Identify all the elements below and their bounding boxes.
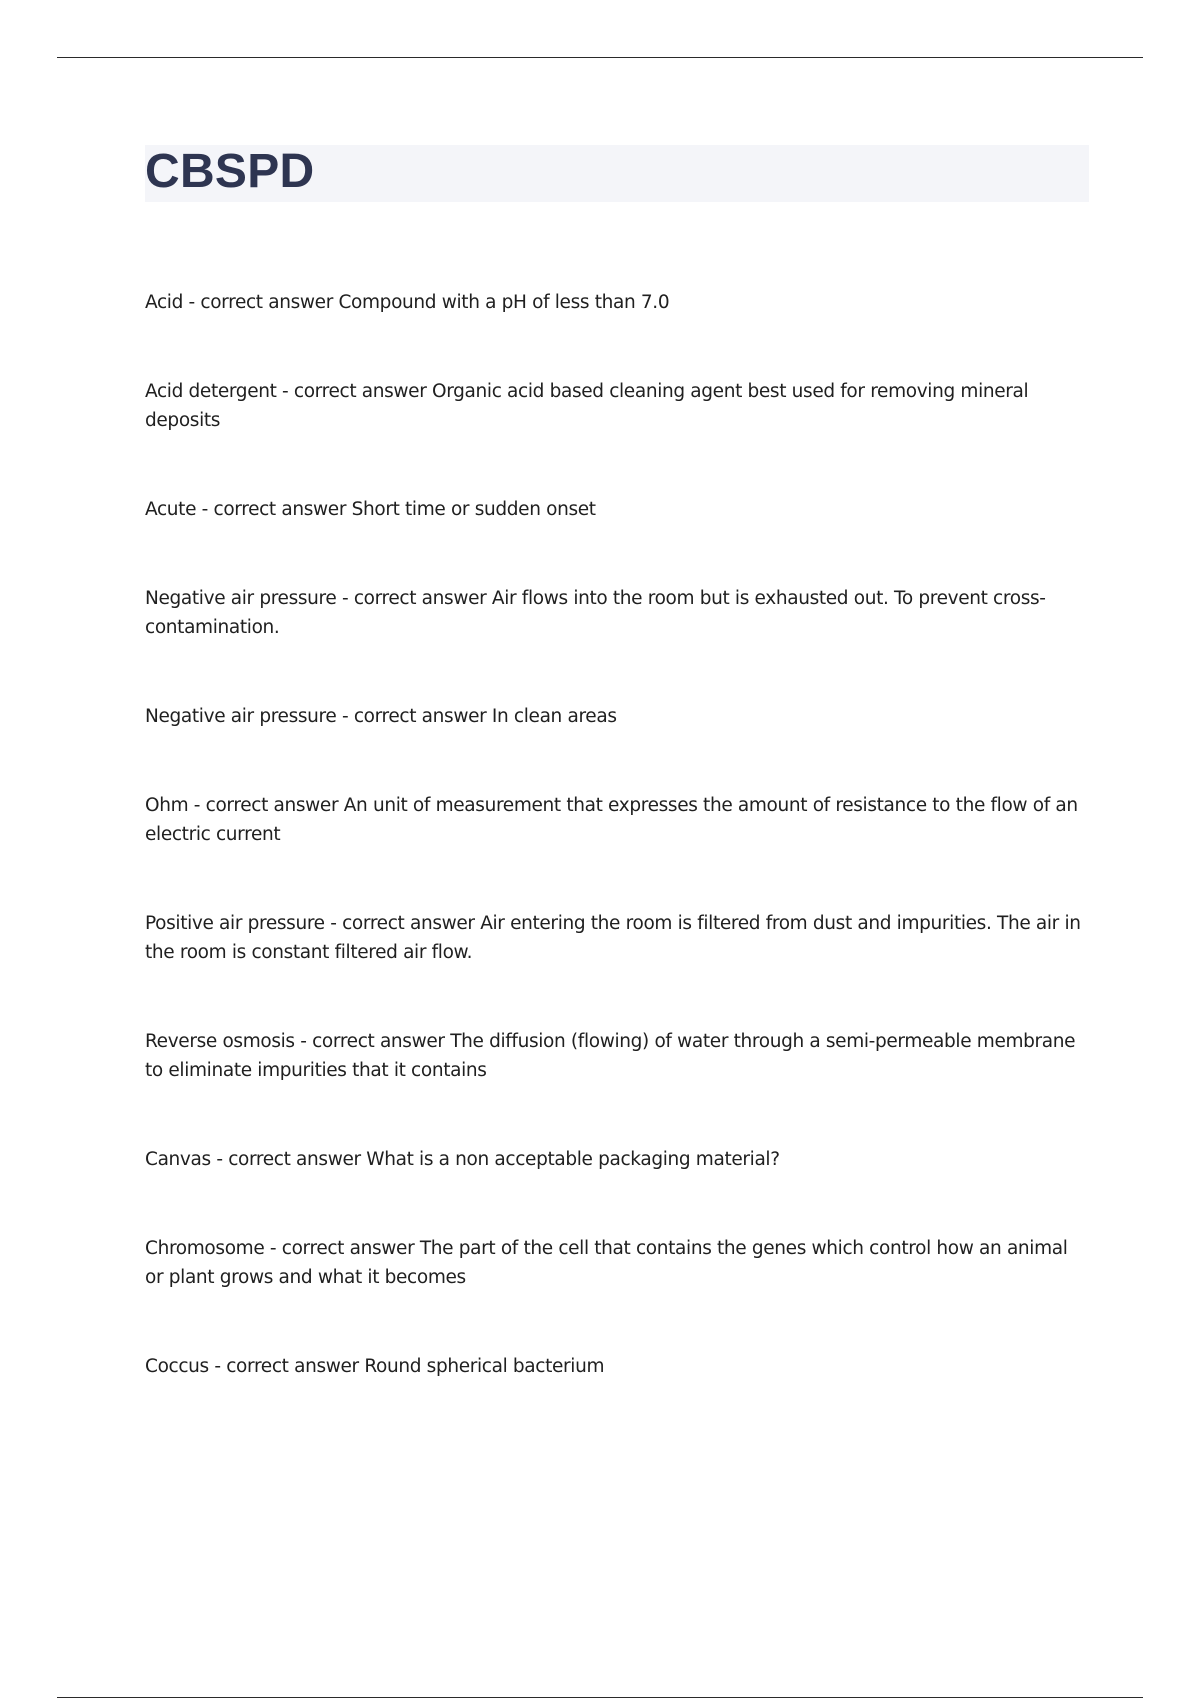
bottom-rule	[57, 1697, 1143, 1698]
top-rule	[57, 57, 1143, 58]
list-item: Negative air pressure - correct answer In clean areas	[145, 706, 617, 727]
list-item: Acid detergent - correct answer Organic acid based cleaning agent best used for removing mineral deposits	[145, 381, 1029, 431]
list-item: Canvas - correct answer What is a non acceptable packaging material?	[145, 1149, 780, 1170]
list-item: Negative air pressure - correct answer Air flows into the room but is exhausted out. To prevent cross-contamination.	[145, 588, 1046, 638]
document-title: CBSPD	[145, 145, 315, 198]
list-item: Positive air pressure - correct answer Air entering the room is filtered from dust and impurities. The air in the room is constant filtered air flow.	[145, 913, 1081, 963]
list-item: Chromosome - correct answer The part of the cell that contains the genes which control how an animal or plant grows and what it becomes	[145, 1238, 1068, 1288]
entry-list	[145, 288, 1090, 1441]
list-item: Ohm - correct answer An unit of measurement that expresses the amount of resistance to the flow of an electric current	[145, 795, 1078, 845]
list-item: Reverse osmosis - correct answer The diffusion (flowing) of water through a semi-permeable membrane to eliminate impurities that it contains	[145, 1031, 1076, 1081]
list-item: Coccus - correct answer Round spherical bacterium	[145, 1356, 605, 1377]
list-item: Acid - correct answer Compound with a pH of less than 7.0	[145, 292, 670, 313]
list-item: Acute - correct answer Short time or sudden onset	[145, 499, 596, 520]
